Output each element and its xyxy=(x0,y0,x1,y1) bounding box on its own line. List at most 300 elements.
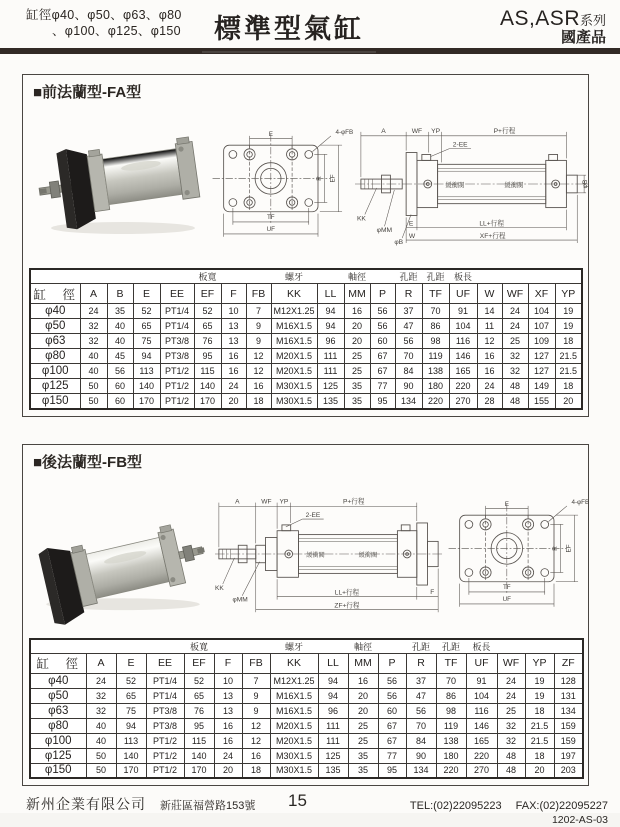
dim-value-cell: 11 xyxy=(477,319,502,334)
series-name: AS,ASR xyxy=(499,7,580,30)
column-header: FB xyxy=(242,653,270,673)
flange-dim-r: R xyxy=(315,176,323,181)
bore-size-cell: φ63 xyxy=(30,334,80,349)
dim-value-cell: 28 xyxy=(477,394,502,409)
dim-value-cell: 32 xyxy=(80,334,107,349)
dim-value-cell: M20X1.5 xyxy=(271,364,317,379)
dim-value-cell: 70 xyxy=(422,304,449,319)
dim-value-cell: 91 xyxy=(466,673,497,688)
dim-value-cell: 47 xyxy=(406,688,436,703)
page-title: 標準型氣缸 xyxy=(202,7,376,53)
dim-value-cell: 12 xyxy=(477,334,502,349)
flange-dim-4fb: 4-φFB xyxy=(571,498,590,506)
dim-value-cell: 14 xyxy=(477,304,502,319)
section-fb-title: ■後法蘭型-FB型 xyxy=(33,453,143,471)
dim-value-cell: 95 xyxy=(378,763,406,778)
dim-value-cell: 60 xyxy=(370,334,395,349)
dim-value-cell: 98 xyxy=(422,334,449,349)
dim-value-cell: 18 xyxy=(242,763,270,778)
column-group-label xyxy=(107,269,133,284)
column-header: F xyxy=(214,653,242,673)
column-header: P xyxy=(378,653,406,673)
table-row xyxy=(30,673,583,688)
dim-value-cell: 7 xyxy=(242,673,270,688)
dim-value-cell: 19 xyxy=(555,304,582,319)
dim-value-cell: 135 xyxy=(318,763,348,778)
fa-side-view-drawing xyxy=(355,120,591,248)
dim-value-cell: 75 xyxy=(116,703,146,718)
dim-value-cell: 84 xyxy=(406,733,436,748)
dim-value-cell: 24 xyxy=(221,379,246,394)
table-row xyxy=(30,334,582,349)
fax-number: FAX:(02)22095227 xyxy=(515,800,608,812)
dim-value-cell: 35 xyxy=(344,394,370,409)
flange-dim-ef: EF xyxy=(565,543,573,552)
dim-a: A xyxy=(235,498,240,506)
dim-value-cell: 18 xyxy=(246,394,271,409)
dim-value-cell: 115 xyxy=(194,364,221,379)
bore-size-cell: φ150 xyxy=(30,763,86,778)
dim-value-cell: 134 xyxy=(395,394,422,409)
dim-value-cell: 21.5 xyxy=(555,364,582,379)
bore-size-cell: φ100 xyxy=(30,364,80,379)
column-header: KK xyxy=(271,284,317,304)
dim-value-cell: PT1/2 xyxy=(146,733,184,748)
dim-value-cell: M20X1.5 xyxy=(270,718,318,733)
dim-value-cell: 180 xyxy=(422,379,449,394)
header-row xyxy=(30,284,582,304)
dim-zf-stroke: ZF+行程 xyxy=(334,601,360,609)
dim-value-cell: 56 xyxy=(370,319,395,334)
dim-value-cell: 21.5 xyxy=(525,718,554,733)
dim-value-cell: 56 xyxy=(107,364,133,379)
column-header: WF xyxy=(502,284,528,304)
column-header: W xyxy=(477,284,502,304)
table-row xyxy=(30,304,582,319)
dim-value-cell: 12 xyxy=(242,718,270,733)
dimension-lines xyxy=(361,132,586,243)
dim-value-cell: 77 xyxy=(378,748,406,763)
dim-value-cell: 56 xyxy=(378,673,406,688)
bore-size-cell: φ50 xyxy=(30,319,80,334)
annotation-row xyxy=(30,639,583,654)
column-group-label: 螺牙 xyxy=(270,639,318,654)
dim-value-cell: 86 xyxy=(436,688,466,703)
column-group-label xyxy=(133,269,160,284)
dim-wf: WF xyxy=(411,127,423,135)
dim-ll-stroke: LL+行程 xyxy=(334,589,360,597)
table-row xyxy=(30,364,582,379)
column-group-label xyxy=(477,269,502,284)
dim-value-cell: M30X1.5 xyxy=(270,763,318,778)
dim-value-cell: 12 xyxy=(246,349,271,364)
dim-value-cell: 20 xyxy=(348,703,378,718)
dim-value-cell: 70 xyxy=(436,673,466,688)
dim-value-cell: 109 xyxy=(528,334,555,349)
dim-value-cell: 7 xyxy=(246,304,271,319)
dim-value-cell: 25 xyxy=(348,733,378,748)
fa-dimension-table xyxy=(29,268,583,410)
column-header: KK xyxy=(270,653,318,673)
dim-value-cell: 19 xyxy=(525,673,554,688)
column-group-label xyxy=(221,269,246,284)
dim-value-cell: 19 xyxy=(525,688,554,703)
dim-value-cell: 56 xyxy=(395,334,422,349)
dim-value-cell: 60 xyxy=(107,379,133,394)
dim-value-cell: 32 xyxy=(86,703,116,718)
column-header: LL xyxy=(318,653,348,673)
flange-dim-uf: UF xyxy=(266,226,276,234)
dimension-lines xyxy=(224,136,342,237)
cushion-valve-label: 緩衝閥 xyxy=(358,551,378,559)
dim-2ee: 2-EE xyxy=(452,141,468,149)
column-group-label: 板寬 xyxy=(194,269,221,284)
dim-value-cell: 13 xyxy=(214,688,242,703)
dim-value-cell: M30X1.5 xyxy=(271,379,317,394)
dim-value-cell: 119 xyxy=(436,718,466,733)
page-footer xyxy=(0,786,620,827)
table-row xyxy=(30,319,582,334)
dim-value-cell: 24 xyxy=(477,379,502,394)
table-row xyxy=(30,733,583,748)
dim-value-cell: 116 xyxy=(466,703,497,718)
bore-size-cell: φ50 xyxy=(30,688,86,703)
dim-value-cell: 90 xyxy=(406,748,436,763)
dim-value-cell: 70 xyxy=(395,349,422,364)
dim-value-cell: 140 xyxy=(194,379,221,394)
dim-value-cell: 47 xyxy=(395,319,422,334)
table-row xyxy=(30,394,582,409)
column-group-label xyxy=(378,639,406,654)
column-group-label xyxy=(214,639,242,654)
cylinder-tube xyxy=(86,537,169,598)
dim-value-cell: 45 xyxy=(107,349,133,364)
section-front-flange-fa xyxy=(22,74,589,417)
dim-value-cell: 220 xyxy=(422,394,449,409)
dim-value-cell: 52 xyxy=(133,304,160,319)
column-header: LL xyxy=(317,284,344,304)
dim-value-cell: 40 xyxy=(107,319,133,334)
fb-cylinder-photo xyxy=(31,490,215,618)
column-header: EE xyxy=(160,284,194,304)
dim-value-cell: 24 xyxy=(502,319,528,334)
dim-value-cell: 94 xyxy=(317,319,344,334)
table-row xyxy=(30,748,583,763)
dim-value-cell: PT1/4 xyxy=(146,688,184,703)
flange-dim-ef: EF xyxy=(329,174,337,183)
flange-dim-tf: TF xyxy=(502,583,511,591)
section-fa-title: ■前法蘭型-FA型 xyxy=(33,84,142,101)
dim-value-cell: 13 xyxy=(214,703,242,718)
column-group-label xyxy=(30,639,86,654)
column-header: EF xyxy=(194,284,221,304)
column-header: XF xyxy=(528,284,555,304)
dim-value-cell: 111 xyxy=(317,364,344,379)
bore-size-cell: φ125 xyxy=(30,748,86,763)
dim-value-cell: M16X1.5 xyxy=(270,703,318,718)
bore-size-cell: φ40 xyxy=(30,304,80,319)
column-header: MM xyxy=(348,653,378,673)
dim-value-cell: 20 xyxy=(344,319,370,334)
table-row xyxy=(30,688,583,703)
dim-value-cell: PT1/2 xyxy=(160,394,194,409)
column-group-label xyxy=(554,639,583,654)
dim-value-cell: 104 xyxy=(528,304,555,319)
dim-value-cell: 16 xyxy=(246,379,271,394)
dim-value-cell: PT3/8 xyxy=(146,718,184,733)
dim-value-cell: 24 xyxy=(80,304,107,319)
flange-dim-e: E xyxy=(504,500,509,508)
dim-w: W xyxy=(408,233,416,241)
dim-value-cell: 12 xyxy=(242,733,270,748)
column-group-label xyxy=(528,269,555,284)
dim-value-cell: 56 xyxy=(370,304,395,319)
dim-value-cell: 37 xyxy=(395,304,422,319)
column-header: TF xyxy=(436,653,466,673)
dim-value-cell: 25 xyxy=(344,349,370,364)
dim-value-cell: 131 xyxy=(554,688,583,703)
dim-value-cell: 75 xyxy=(133,334,160,349)
dim-value-cell: 18 xyxy=(555,379,582,394)
dim-value-cell: 24 xyxy=(502,304,528,319)
dim-value-cell: 48 xyxy=(497,763,525,778)
column-group-label xyxy=(502,269,528,284)
column-header: UF xyxy=(466,653,497,673)
dim-value-cell: 128 xyxy=(554,673,583,688)
rod-thread-tip xyxy=(39,188,47,194)
series-info xyxy=(500,7,606,47)
dim-value-cell: M12X1.25 xyxy=(271,304,317,319)
dim-value-cell: 50 xyxy=(86,763,116,778)
dim-value-cell: 48 xyxy=(502,379,528,394)
column-group-label: 板長 xyxy=(466,639,497,654)
dim-value-cell: 95 xyxy=(184,718,214,733)
column-group-label xyxy=(160,269,194,284)
dim-value-cell: 149 xyxy=(528,379,555,394)
bore-size-cell: φ150 xyxy=(30,394,80,409)
dim-value-cell: PT3/8 xyxy=(146,703,184,718)
dim-value-cell: 76 xyxy=(184,703,214,718)
dim-value-cell: 104 xyxy=(449,319,477,334)
dim-value-cell: 18 xyxy=(525,748,554,763)
dim-value-cell: PT1/4 xyxy=(146,673,184,688)
fb-side-view-drawing xyxy=(215,490,443,618)
header-row xyxy=(30,653,583,673)
column-header: R xyxy=(395,284,422,304)
column-group-label xyxy=(86,639,116,654)
dim-value-cell: 155 xyxy=(528,394,555,409)
dim-value-cell: 270 xyxy=(449,394,477,409)
dim-value-cell: 98 xyxy=(436,703,466,718)
bore-size-line2: 、φ100、φ125、φ150 xyxy=(52,24,181,39)
dim-value-cell: 20 xyxy=(555,394,582,409)
dim-value-cell: 32 xyxy=(80,319,107,334)
dim-value-cell: 220 xyxy=(436,763,466,778)
dim-value-cell: 20 xyxy=(525,763,554,778)
column-header: 缸 徑 xyxy=(30,653,86,673)
dim-value-cell: 32 xyxy=(497,718,525,733)
dim-p-stroke: P+行程 xyxy=(493,127,516,135)
dim-value-cell: 111 xyxy=(317,349,344,364)
column-group-label: 軸徑 xyxy=(344,269,370,284)
dim-value-cell: 35 xyxy=(107,304,133,319)
dim-value-cell: 113 xyxy=(116,733,146,748)
fa-cylinder-photo xyxy=(31,120,207,248)
dim-value-cell: 16 xyxy=(221,349,246,364)
column-header: EE xyxy=(146,653,184,673)
column-group-label xyxy=(116,639,146,654)
dim-value-cell: 25 xyxy=(348,718,378,733)
dim-value-cell: 56 xyxy=(406,703,436,718)
page-header xyxy=(0,0,620,46)
dim-value-cell: 24 xyxy=(214,748,242,763)
column-header: E xyxy=(133,284,160,304)
dim-value-cell: 19 xyxy=(555,319,582,334)
dim-mm: φMM xyxy=(376,227,393,235)
column-header: EF xyxy=(184,653,214,673)
dim-value-cell: 40 xyxy=(80,349,107,364)
dim-value-cell: 20 xyxy=(214,763,242,778)
dim-value-cell: M20X1.5 xyxy=(271,349,317,364)
dim-value-cell: 48 xyxy=(497,748,525,763)
column-group-label xyxy=(370,269,395,284)
column-group-label: 孔距 xyxy=(395,269,422,284)
dim-value-cell: 50 xyxy=(80,379,107,394)
dim-value-cell: 96 xyxy=(317,334,344,349)
table-row xyxy=(30,703,583,718)
bore-size-cell: φ125 xyxy=(30,379,80,394)
dim-value-cell: 127 xyxy=(528,364,555,379)
dim-value-cell: 70 xyxy=(406,718,436,733)
dim-value-cell: 21.5 xyxy=(525,733,554,748)
dim-value-cell: 270 xyxy=(466,763,497,778)
dim-value-cell: 25 xyxy=(344,364,370,379)
dim-value-cell: 220 xyxy=(466,748,497,763)
dim-value-cell: 116 xyxy=(449,334,477,349)
column-header: F xyxy=(221,284,246,304)
dim-value-cell: M12X1.25 xyxy=(270,673,318,688)
dim-value-cell: 170 xyxy=(133,394,160,409)
dim-value-cell: 91 xyxy=(449,304,477,319)
head-port-boss xyxy=(88,149,100,156)
table-row xyxy=(30,718,583,733)
dim-value-cell: 76 xyxy=(194,334,221,349)
dim-value-cell: 115 xyxy=(184,733,214,748)
dim-value-cell: 67 xyxy=(378,733,406,748)
dim-value-cell: 94 xyxy=(116,718,146,733)
column-header: WF xyxy=(497,653,525,673)
dim-yp: YP xyxy=(431,127,441,135)
dim-value-cell: 20 xyxy=(221,394,246,409)
dim-value-cell: 170 xyxy=(116,763,146,778)
dim-value-cell: 65 xyxy=(184,688,214,703)
dim-value-cell: 94 xyxy=(318,688,348,703)
column-header: UF xyxy=(449,284,477,304)
doc-code: 1202-AS-03 xyxy=(551,813,608,826)
dim-mm: φMM xyxy=(232,596,248,604)
bore-size-cell: φ63 xyxy=(30,703,86,718)
column-group-label: 孔距 xyxy=(422,269,449,284)
dim-value-cell: 146 xyxy=(466,718,497,733)
dim-value-cell: 60 xyxy=(107,394,133,409)
bore-size-cell: φ80 xyxy=(30,349,80,364)
dim-value-cell: 170 xyxy=(184,763,214,778)
bore-size-list xyxy=(26,7,196,40)
bore-size-cell: φ80 xyxy=(30,718,86,733)
dim-xf-stroke: XF+行程 xyxy=(479,233,506,241)
flange-dim-r: R xyxy=(551,545,559,551)
dim-value-cell: 111 xyxy=(318,733,348,748)
dim-a: A xyxy=(381,127,386,135)
column-group-label: 螺牙 xyxy=(271,269,317,284)
dim-value-cell: 16 xyxy=(344,304,370,319)
bore-size-cell: φ100 xyxy=(30,733,86,748)
column-header: MM xyxy=(344,284,370,304)
dim-value-cell: PT1/4 xyxy=(160,319,194,334)
dim-value-cell: 84 xyxy=(395,364,422,379)
dim-value-cell: 16 xyxy=(214,733,242,748)
flange-dim-4fb: 4-φFB xyxy=(335,129,354,137)
column-group-label: 板長 xyxy=(449,269,477,284)
origin-label: 國產品 xyxy=(560,29,606,47)
dim-value-cell: 50 xyxy=(80,394,107,409)
dim-value-cell: 52 xyxy=(184,673,214,688)
dim-value-cell: 10 xyxy=(221,304,246,319)
dim-value-cell: 94 xyxy=(318,673,348,688)
dim-value-cell: 18 xyxy=(525,703,554,718)
dim-value-cell: 16 xyxy=(214,718,242,733)
dim-value-cell: 9 xyxy=(242,688,270,703)
dim-value-cell: 60 xyxy=(378,703,406,718)
column-group-label xyxy=(497,639,525,654)
dim-value-cell: 96 xyxy=(318,703,348,718)
dim-value-cell: 24 xyxy=(86,673,116,688)
column-header: E xyxy=(116,653,146,673)
dim-value-cell: 67 xyxy=(370,364,395,379)
dim-value-cell: 67 xyxy=(378,718,406,733)
column-group-label xyxy=(317,269,344,284)
dim-value-cell: 9 xyxy=(246,319,271,334)
dim-value-cell: 119 xyxy=(422,349,449,364)
dim-f: F xyxy=(430,588,435,596)
flange-dim-tf: TF xyxy=(266,214,275,222)
dim-value-cell: 159 xyxy=(554,733,583,748)
dim-value-cell: 12 xyxy=(246,364,271,379)
dim-value-cell: 94 xyxy=(317,304,344,319)
dim-value-cell: PT1/2 xyxy=(146,763,184,778)
dim-value-cell: 127 xyxy=(528,349,555,364)
rod-nut xyxy=(182,545,194,561)
dim-value-cell: 13 xyxy=(221,319,246,334)
dim-value-cell: 32 xyxy=(86,688,116,703)
dim-value-cell: 65 xyxy=(194,319,221,334)
dim-value-cell: 35 xyxy=(348,763,378,778)
dim-value-cell: 52 xyxy=(116,673,146,688)
dim-value-cell: 170 xyxy=(194,394,221,409)
dim-value-cell: 138 xyxy=(422,364,449,379)
dim-value-cell: 13 xyxy=(221,334,246,349)
dim-value-cell: 37 xyxy=(406,673,436,688)
dim-value-cell: 125 xyxy=(317,379,344,394)
dim-kk: KK xyxy=(356,215,366,223)
dim-value-cell: 35 xyxy=(348,748,378,763)
column-group-label xyxy=(30,269,80,284)
column-group-label xyxy=(242,639,270,654)
dim-value-cell: 140 xyxy=(116,748,146,763)
column-group-label xyxy=(555,269,582,284)
column-group-label xyxy=(80,269,107,284)
cushion-valve-label: 緩衝閥 xyxy=(306,551,325,559)
